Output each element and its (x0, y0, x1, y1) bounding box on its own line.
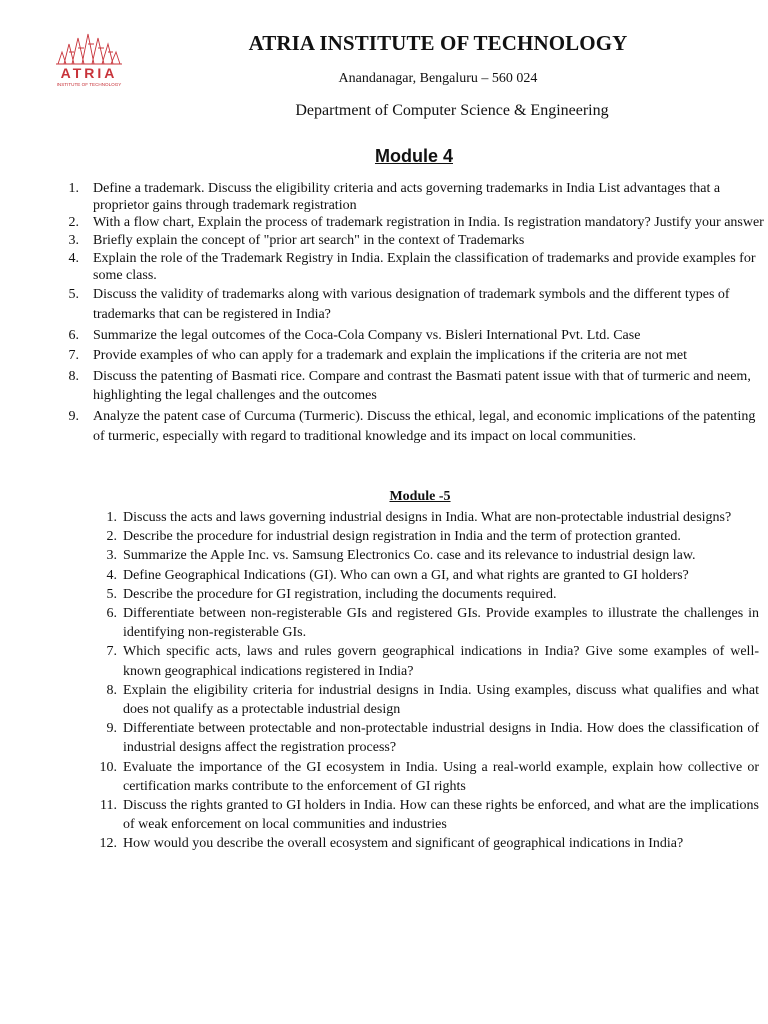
question-text: Define Geographical Indications (GI). Who can own a GI, and what rights are granted to GI holders? (123, 567, 689, 583)
question-text: Describe the procedure for GI registration, including the documents required. (123, 586, 557, 602)
question-text: Define a trademark. Discuss the eligibility criteria and acts governing trademarks in India List advantages that a proprietor gains through trademark registration (93, 181, 721, 213)
item-number: 7. (68, 348, 79, 364)
list-item (92, 796, 759, 834)
item-number: 12. (99, 836, 117, 852)
question-text: With a flow chart, Explain the process of trademark registration in India. Is registration mandatory? Justify your answer (93, 215, 764, 231)
question-text: Summarize the Apple Inc. vs. Samsung Electronics Co. case and its relevance to industrial design law. (123, 548, 696, 564)
list-item (92, 527, 759, 546)
logo-subtext: INSTITUTE OF TECHNOLOGY (56, 82, 122, 87)
item-number: 5. (68, 287, 79, 303)
list-item (64, 326, 764, 346)
question-text: Discuss the rights granted to GI holders in India. How can these rights be enforced, and what are the implications of weak enforcement on local communities and industries (123, 798, 759, 833)
item-number: 5. (106, 586, 117, 602)
module-4-question-list (64, 181, 764, 447)
question-text: Summarize the legal outcomes of the Coca-Cola Company vs. Bisleri International Pvt. Ltd. Case (93, 327, 641, 343)
module-5-heading: Module -5 (389, 489, 451, 504)
item-number: 3. (106, 548, 117, 564)
list-item (92, 642, 759, 680)
list-item (92, 604, 759, 642)
item-number: 4. (68, 250, 79, 266)
question-text: Explain the role of the Trademark Registry in India. Explain the classification of trademarks and provide examples for some class. (93, 250, 756, 283)
item-number: 7. (106, 644, 117, 660)
question-text: Which specific acts, laws and rules govern geographical indications in India? Give some examples of well-known geographical indications registered in India? (123, 644, 759, 679)
question-text: Discuss the acts and laws governing industrial designs in India. What are non-protectable industrial designs? (123, 510, 732, 525)
item-number: 3. (68, 233, 79, 249)
question-text: How would you describe the overall ecosystem and significant of geographical indications in India? (123, 836, 684, 852)
institute-address: Anandanagar, Bengaluru – 560 024 (338, 71, 538, 86)
list-item (92, 834, 759, 853)
list-item (92, 758, 759, 796)
module-5-question-list (92, 508, 759, 854)
question-text: Discuss the patenting of Basmati rice. Compare and contrast the Basmati patent issue with that of turmeric and neem, highlighting the legal challenges and the outcomes (93, 368, 751, 404)
question-text: Differentiate between non-registerable GIs and registered GIs. Provide examples to illustrate the challenges in identifying non-registerable GIs. (123, 606, 759, 641)
item-number: 10. (99, 759, 117, 775)
list-item (64, 346, 764, 366)
item-number: 9. (106, 721, 117, 737)
list-item (64, 367, 764, 406)
item-number: 8. (68, 368, 79, 384)
list-item (92, 585, 759, 604)
department-name: Department of Computer Science & Engineering (295, 102, 609, 119)
list-item (92, 681, 759, 719)
list-item (64, 407, 764, 446)
question-text: Differentiate between protectable and non-protectable industrial designs in India. How does the classification of industrial designs affect the registration process? (123, 721, 759, 756)
question-text: Explain the eligibility criteria for industrial designs in India. Using examples, discuss what qualifies and what does not qualify as a protectable industrial design (123, 682, 759, 718)
list-item (92, 719, 759, 757)
list-item (64, 215, 764, 232)
item-number: 11. (100, 798, 117, 814)
list-item (92, 508, 759, 527)
list-item (92, 566, 759, 585)
list-item (92, 546, 759, 565)
item-number: 2. (68, 215, 79, 231)
question-text: Describe the procedure for industrial design registration in India and the term of protection granted. (123, 529, 681, 545)
question-text: Briefly explain the concept of "prior art search" in the context of Trademarks (93, 233, 525, 249)
item-number: 4. (106, 567, 117, 583)
question-text: Provide examples of who can apply for a trademark and explain the implications if the criteria are not met (93, 348, 688, 364)
list-item (64, 285, 764, 324)
list-item (64, 233, 764, 250)
list-item (64, 251, 764, 284)
logo-text: ATRIA (60, 65, 118, 81)
item-number: 1. (106, 510, 117, 525)
question-text: Discuss the validity of trademarks along with various designation of trademark symbols and the different types of trademarks that can be registered in India? (93, 287, 730, 322)
item-number: 6. (106, 606, 117, 622)
question-text: Analyze the patent case of Curcuma (Turmeric). Discuss the ethical, legal, and economic implications of the patenting of turmeric, especially with regard to traditional knowledge and its impact on local communities. (93, 409, 756, 444)
item-number: 9. (68, 409, 79, 425)
list-item (64, 181, 764, 214)
item-number: 1. (68, 181, 79, 196)
question-text: Evaluate the importance of the GI ecosystem in India. Using a real-world example, explain how collective or certification marks contribute to the enforcement of GI rights (123, 759, 759, 794)
item-number: 8. (106, 682, 117, 698)
item-number: 2. (106, 529, 117, 545)
item-number: 6. (68, 327, 79, 343)
module-4-heading: Module 4 (374, 146, 453, 166)
institute-title: ATRIA INSTITUTE OF TECHNOLOGY (248, 31, 628, 55)
